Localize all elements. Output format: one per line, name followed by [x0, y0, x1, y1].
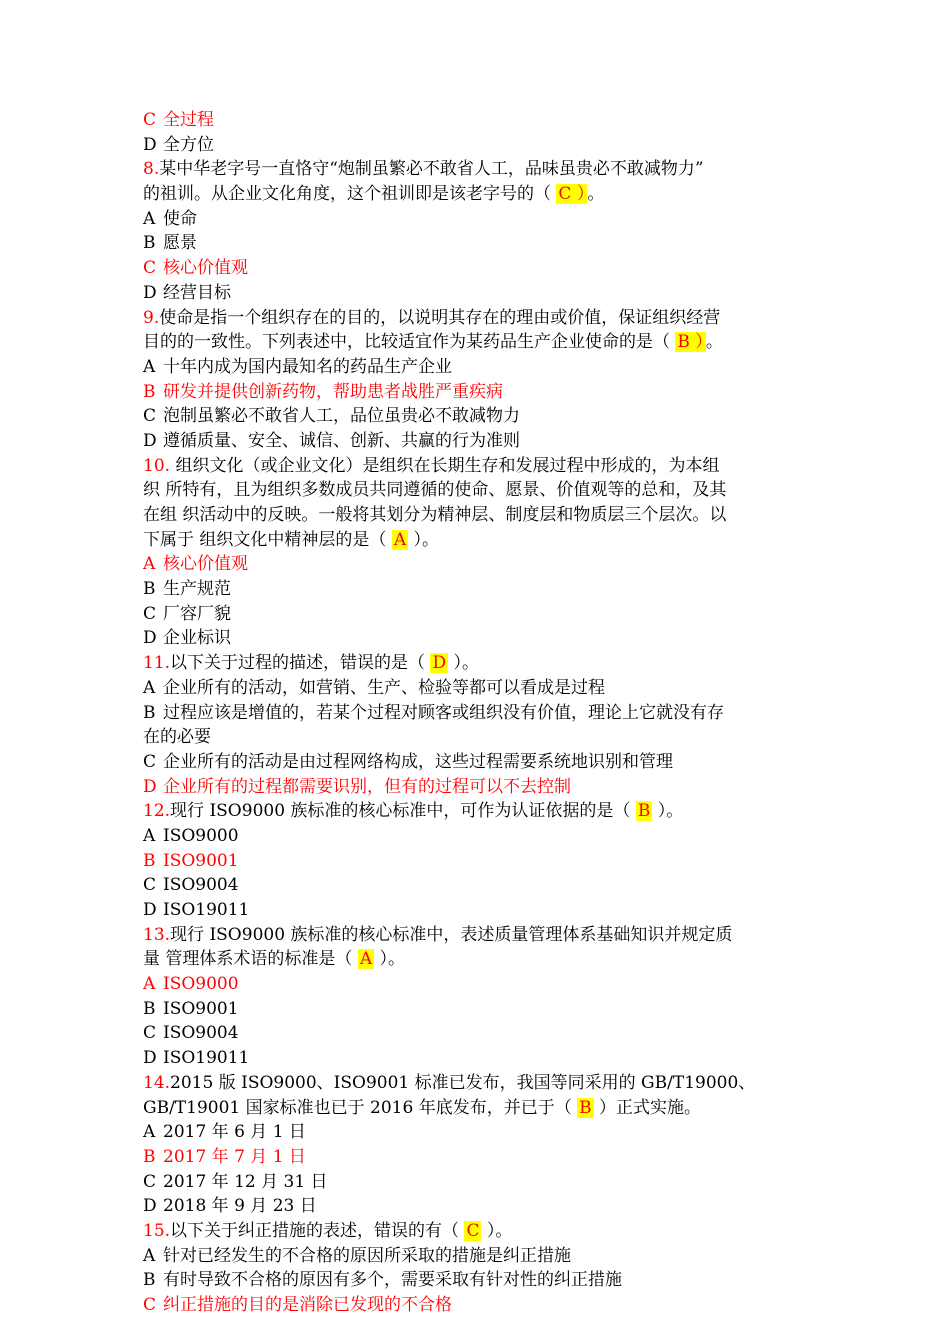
option-letter: C	[143, 603, 157, 624]
answer-option	[143, 1021, 808, 1046]
question-number: 12.	[143, 801, 171, 822]
option-text: 全过程	[163, 110, 214, 130]
text-line	[143, 725, 808, 750]
option-letter: D	[143, 430, 157, 451]
option-text: ISO19011	[163, 900, 250, 920]
option-text: 2017 年 7 月 1 日	[163, 1146, 306, 1167]
text-line	[143, 478, 808, 503]
line-text: 织 所特有，且为组织多数成员共同遵循的使命、愿景、价值观等的总和，及其	[143, 480, 727, 501]
answer-option	[143, 701, 808, 726]
answer-option	[143, 602, 808, 627]
answer-key: D	[432, 653, 447, 674]
option-letter: D	[143, 1196, 157, 1217]
option-text: ISO9000	[163, 974, 239, 995]
option-text: 经营目标	[163, 282, 231, 303]
answer-option	[143, 1170, 808, 1195]
option-text: 核心价值观	[163, 554, 248, 575]
option-text: ISO9004	[163, 875, 239, 896]
option-letter: D	[143, 776, 157, 797]
option-letter: A	[143, 1245, 156, 1266]
option-letter: A	[143, 974, 156, 995]
option-letter: C	[143, 1171, 157, 1192]
answer-option-correct	[143, 108, 808, 133]
question-number: 10.	[143, 455, 171, 476]
question-stem	[143, 923, 808, 948]
question-text: 目的的一致性。下列表述中，比较适宜作为某药品生产企业使命的是（	[143, 332, 676, 353]
answer-option	[143, 1194, 808, 1219]
question-number: 14.	[143, 1072, 171, 1093]
option-text: 厂容厂貌	[163, 603, 231, 624]
answer-key: C	[466, 1220, 480, 1241]
question-text-end: ）。	[408, 529, 439, 550]
answer-option-correct	[143, 380, 808, 405]
text-line	[143, 503, 808, 528]
answer-option-correct	[143, 849, 808, 874]
answer-option	[143, 133, 808, 158]
question-text: 使命是指一个组织存在的目的，以说明其存在的理由或价值，保证组织经营	[159, 307, 721, 328]
question-number: 13.	[143, 924, 171, 945]
option-text: 有时导致不合格的原因有多个，需要采取有针对性的纠正措施	[163, 1270, 622, 1291]
option-text: ISO9000	[163, 825, 239, 846]
option-letter: D	[143, 628, 157, 649]
question-stem-continued	[143, 1096, 808, 1121]
option-text: 生产规范	[163, 579, 231, 600]
option-letter: C	[143, 1295, 157, 1315]
question-number: 11.	[143, 653, 171, 674]
question-stem-continued	[143, 947, 808, 972]
option-letter: D	[143, 900, 157, 920]
option-text: 2018 年 9 月 23 日	[163, 1196, 317, 1217]
option-letter: C	[143, 258, 157, 279]
option-letter: A	[143, 1122, 156, 1143]
answer-option-correct	[143, 775, 808, 800]
option-letter: B	[143, 1146, 156, 1167]
option-text: ISO19011	[163, 1048, 250, 1069]
answer-option	[143, 626, 808, 651]
option-letter: C	[143, 1023, 157, 1044]
option-text: 过程应该是增值的，若某个过程对顾客或组织没有价值，理论上它就没有存	[163, 702, 724, 723]
option-letter: D	[143, 134, 157, 155]
question-text: 现行 ISO9000 族标准的核心标准中，可作为认证依据的是（	[170, 801, 636, 822]
line-text: 在的必要	[143, 727, 211, 748]
option-letter: D	[143, 282, 157, 303]
option-text: 愿景	[163, 233, 197, 254]
option-text: 研发并提供创新药物，帮助患者战胜严重疾病	[163, 381, 503, 402]
question-text: 某中华老字号一直恪守“炮制虽繁必不敢省人工，品味虽贵必不敢减物力”	[159, 159, 704, 180]
question-text-end: ）正式实施。	[593, 1097, 702, 1118]
question-text: 现行 ISO9000 族标准的核心标准中，表述质量管理体系基础知识并规定质	[170, 924, 733, 945]
answer-option	[143, 997, 808, 1022]
question-text: 以下关于纠正措施的表述，错误的有（	[170, 1220, 465, 1241]
answer-key: A	[359, 949, 373, 970]
answer-option-correct	[143, 552, 808, 577]
answer-key: A	[393, 529, 407, 550]
question-text-end: ）。	[652, 801, 684, 822]
option-text: 企业所有的活动是由过程网络构成，这些过程需要系统地识别和管理	[163, 751, 673, 772]
answer-option-correct	[143, 1145, 808, 1170]
option-text: ISO9001	[163, 998, 239, 1019]
question-list	[143, 108, 808, 1318]
option-letter: B	[143, 381, 156, 402]
option-text: ISO9001	[163, 850, 239, 871]
answer-option	[143, 750, 808, 775]
option-letter: A	[143, 554, 156, 575]
answer-option-correct	[143, 972, 808, 997]
option-text: 企业所有的活动，如营销、生产、检验等都可以看成是过程	[163, 677, 605, 698]
answer-option-correct	[143, 256, 808, 281]
line-text: 在组 织活动中的反映。一般将其划分为精神层、制度层和物质层三个层次。以	[143, 505, 727, 525]
question-stem	[143, 799, 808, 824]
answer-key: B	[637, 801, 651, 822]
option-text: 纠正措施的目的是消除已发现的不合格	[163, 1295, 452, 1315]
option-text: 企业标识	[163, 628, 231, 649]
answer-option	[143, 1120, 808, 1145]
option-letter: A	[143, 208, 156, 229]
option-letter: C	[143, 875, 157, 896]
question-text: 的祖训。从企业文化角度，这个祖训即是该老字号的（	[143, 184, 557, 205]
answer-key: B ）	[677, 332, 704, 353]
question-text: 量 管理体系术语的标准是（	[143, 949, 358, 970]
option-letter: D	[143, 1048, 157, 1069]
answer-option	[143, 873, 808, 898]
answer-option	[143, 231, 808, 256]
answer-option	[143, 207, 808, 232]
question-stem	[143, 1219, 808, 1244]
option-letter: B	[143, 850, 156, 871]
option-text: 泡制虽繁必不敢省人工，品位虽贵必不敢减物力	[163, 406, 520, 427]
option-text: 2017 年 12 月 31 日	[163, 1171, 328, 1192]
answer-key: C ）	[558, 184, 586, 205]
option-letter: A	[143, 677, 156, 698]
answer-option	[143, 676, 808, 701]
question-number: 15.	[143, 1220, 171, 1241]
option-letter: A	[143, 356, 156, 377]
question-stem	[143, 651, 808, 676]
answer-option	[143, 898, 808, 923]
option-text: 十年内成为国内最知名的药品生产企业	[163, 356, 452, 377]
answer-key: B	[579, 1097, 592, 1118]
question-stem-continued	[143, 528, 808, 553]
question-stem-continued	[143, 330, 808, 355]
answer-option	[143, 1244, 808, 1269]
option-letter: B	[143, 1270, 156, 1291]
option-text: 核心价值观	[163, 258, 248, 279]
option-letter: B	[143, 998, 156, 1019]
question-stem	[143, 454, 808, 479]
answer-option	[143, 1046, 808, 1071]
option-text: 企业所有的过程都需要识别，但有的过程可以不去控制	[163, 776, 571, 797]
answer-option	[143, 577, 808, 602]
question-text: 以下关于过程的描述，错误的是（	[170, 653, 431, 674]
answer-option	[143, 824, 808, 849]
question-stem	[143, 157, 808, 182]
option-letter: C	[143, 110, 157, 130]
question-number: 8.	[143, 159, 160, 180]
option-text: 遵循质量、安全、诚信、创新、共赢的行为准则	[163, 430, 520, 451]
question-stem-continued	[143, 182, 808, 207]
question-text: 组织文化（或企业文化）是组织在长期生存和发展过程中形成的，为本组	[170, 455, 720, 476]
question-stem	[143, 1071, 808, 1096]
answer-option	[143, 429, 808, 454]
answer-option	[143, 355, 808, 380]
question-text-end: 。	[705, 332, 723, 353]
question-text-end: ）。	[374, 949, 405, 970]
option-letter: B	[143, 702, 156, 723]
question-text: 2015 版 ISO9000、ISO9001 标准已发布，我国等同采用的 GB/T19000、	[170, 1072, 756, 1093]
answer-option-correct	[143, 1293, 808, 1318]
question-text: 下属于 组织文化中精神层的是（	[143, 529, 392, 550]
question-text: GB/T19001 国家标准也已于 2016 年底发布，并已于（	[143, 1097, 578, 1118]
option-text: 使命	[163, 208, 197, 229]
option-letter: C	[143, 751, 157, 772]
option-letter: B	[143, 233, 156, 254]
question-text-end: ）。	[448, 653, 479, 674]
option-letter: C	[143, 406, 157, 427]
option-text: 全方位	[163, 134, 214, 155]
option-text: 针对已经发生的不合格的原因所采取的措施是纠正措施	[163, 1245, 571, 1266]
question-stem	[143, 306, 808, 331]
answer-option	[143, 281, 808, 306]
question-text-end: 。	[587, 184, 605, 205]
question-number: 9.	[143, 307, 160, 328]
question-text-end: ）。	[481, 1220, 513, 1241]
option-text: 2017 年 6 月 1 日	[163, 1122, 306, 1143]
option-letter: A	[143, 825, 156, 846]
answer-option	[143, 1268, 808, 1293]
option-text: ISO9004	[163, 1023, 239, 1044]
option-letter: B	[143, 579, 156, 600]
answer-option	[143, 404, 808, 429]
